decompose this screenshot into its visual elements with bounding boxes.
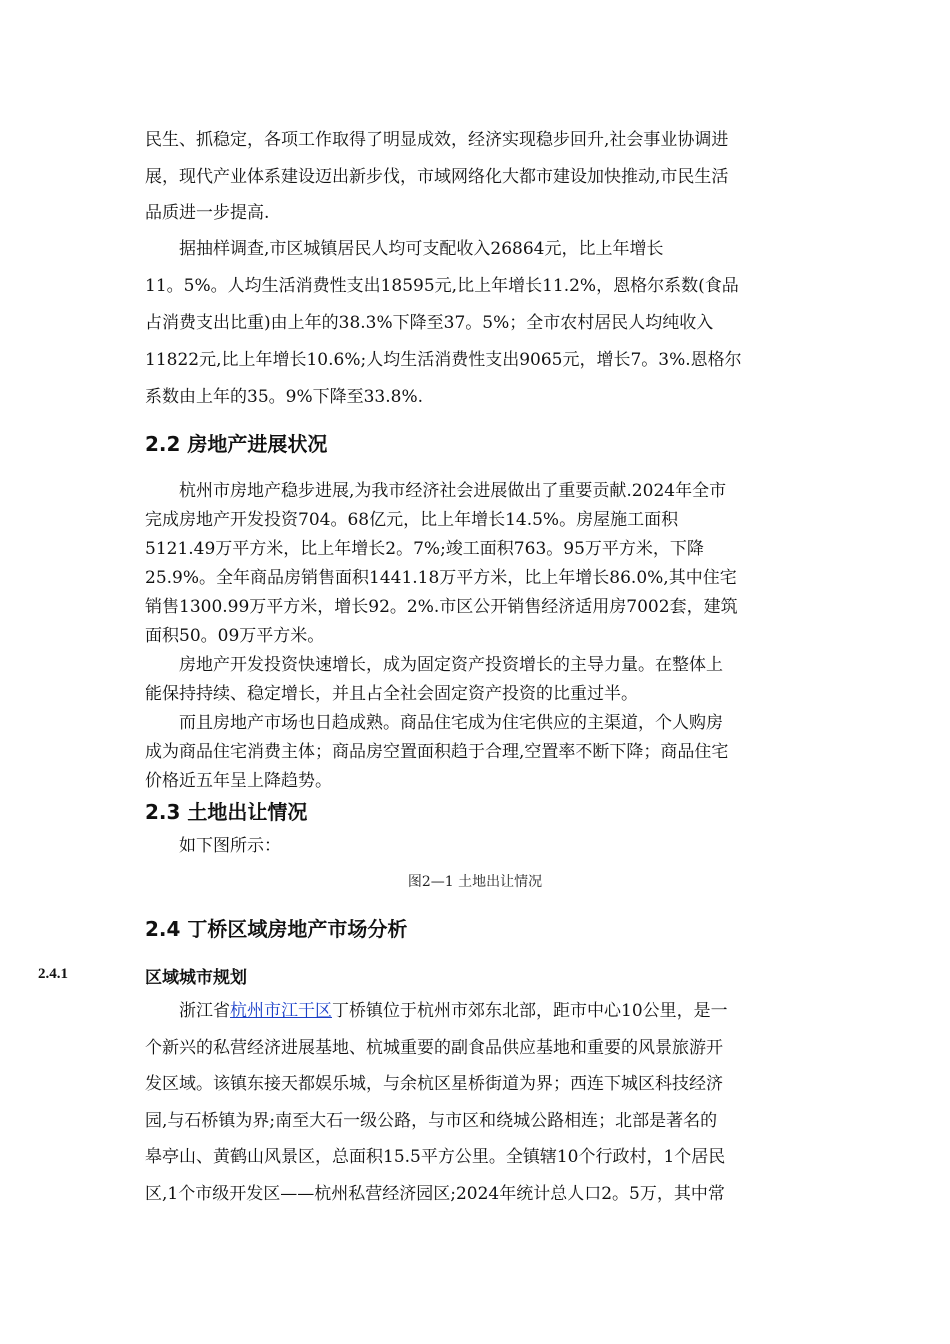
subsection-number: 2.4.1	[38, 966, 68, 982]
text-line: 杭州市房地产稳步进展,为我市经济社会进展做出了重要贡献.2024年全市	[145, 481, 727, 501]
district-link[interactable]: 杭州市江干区	[230, 1001, 332, 1021]
text-line: 能保持持续、稳定增长，并且占全社会固定资产投资的比重过半。	[145, 684, 638, 704]
text-line: 销售1300.99万平方米，增长92。2%.市区公开销售经济适用房7002套，建筑	[145, 597, 738, 617]
text-suffix: 丁桥镇位于杭州市郊东北部，距市中心10公里，是一	[332, 1001, 728, 1021]
paragraph-regional-planning	[145, 993, 807, 1213]
text-line: 系数由上年的35。9%下降至33.8%.	[145, 387, 424, 407]
text-line: 皋亭山、黄鹤山风景区，总面积15.5平方公里。全镇辖10个行政村，1个居民	[145, 1147, 726, 1168]
text-line: 而且房地产市场也日趋成熟。商品住宅成为住宅供应的主渠道，个人购房	[145, 713, 723, 733]
text-line: 园,与石桥镇为界;南至大石一级公路，与市区和绕城公路相连；北部是著名的	[145, 1110, 718, 1131]
text-line: 发区域。该镇东接天都娱乐城，与余杭区星桥街道为界；西连下城区科技经济	[145, 1074, 723, 1095]
text-line: 价格近五年呈上降趋势。	[145, 771, 332, 791]
text-line	[145, 993, 807, 1030]
text-line: 据抽样调查,市区城镇居民人均可支配收入26864元，比上年增长	[145, 239, 664, 259]
figure-caption: 图2—1 土地出让情况	[407, 874, 543, 890]
section-heading-2-3: 2.3 土地出让情况	[145, 800, 308, 824]
text-line: 成为商品住宅消费主体；商品房空置面积趋于合理,空置率不断下降；商品住宅	[145, 742, 729, 762]
text-line: 11822元,比上年增长10.6%;人均生活消费性支出9065元，增长7。3%.恩格尔	[145, 350, 742, 370]
text-line: 占消费支出比重)由上年的38.3%下降至37。5%；全市农村居民人均纯收入	[145, 313, 714, 333]
paragraph-figure-intro	[145, 832, 807, 861]
text-line: 面积50。09万平方米。	[145, 626, 325, 646]
paragraph-investment-growth	[145, 651, 807, 709]
text-line: 11。5%。人均生活消费性支出18595元,比上年增长11.2%，恩格尔系数(食品	[145, 276, 739, 296]
text-line: 品质进一步提高.	[145, 203, 270, 223]
subsection-title: 区域城市规划	[145, 968, 247, 988]
text-line: 25.9%。全年商品房销售面积1441.18万平方米，比上年增长86.0%,其中住宅	[145, 568, 737, 588]
paragraph-market-maturity	[145, 709, 807, 796]
section-heading-2-2: 2.2 房地产进展状况	[145, 432, 328, 456]
section-heading-2-4: 2.4 丁桥区域房地产市场分析	[145, 917, 408, 941]
text-line: 展，现代产业体系建设迈出新步伐，市域网络化大都市建设加快推动,市民生活	[145, 166, 729, 187]
text-line: 5121.49万平方米，比上年增长2。7%;竣工面积763。95万平方米，下降	[145, 539, 704, 559]
paragraph-social-progress	[145, 122, 807, 232]
paragraph-real-estate-progress	[145, 477, 807, 651]
text-line: 如下图所示：	[145, 836, 281, 856]
text-line: 完成房地产开发投资704。68亿元，比上年增长14.5%。房屋施工面积	[145, 510, 679, 530]
text-line: 房地产开发投资快速增长，成为固定资产投资增长的主导力量。在整体上	[145, 655, 723, 675]
text-line: 个新兴的私营经济进展基地、杭城重要的副食品供应基地和重要的风景旅游开	[145, 1037, 723, 1058]
paragraph-income-survey	[145, 231, 807, 416]
text-prefix: 浙江省	[145, 1001, 230, 1021]
text-line: 区,1个市级开发区——杭州私营经济园区;2024年统计总人口2。5万，其中常	[145, 1183, 725, 1204]
text-line: 民生、抓稳定，各项工作取得了明显成效，经济实现稳步回升,社会事业协调进	[145, 130, 729, 150]
